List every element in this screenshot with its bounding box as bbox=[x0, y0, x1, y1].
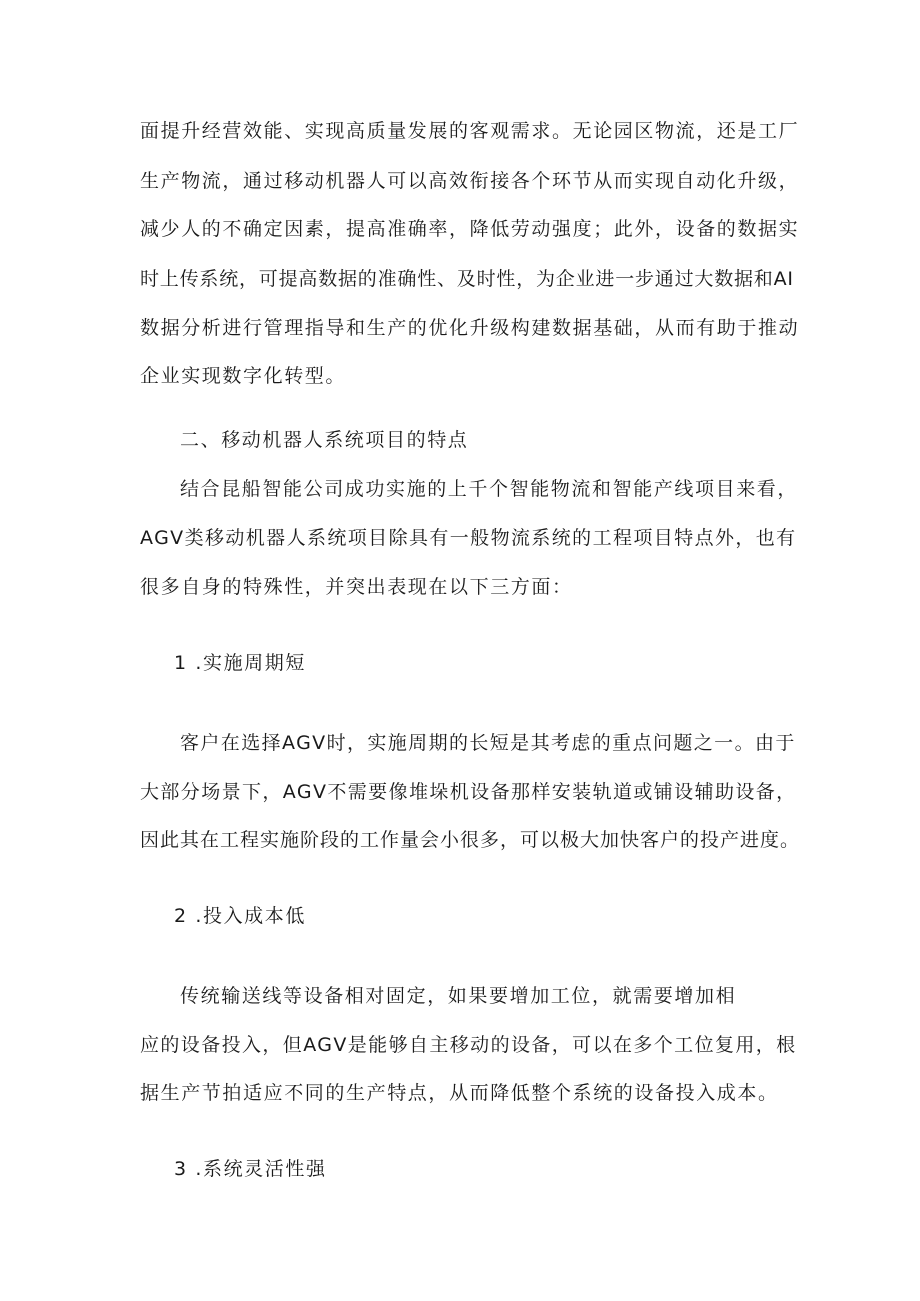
section-heading: 二、移动机器人系统项目的特点 bbox=[180, 429, 469, 451]
paragraph-2-line-1: 结合昆船智能公司成功实施的上千个智能物流和智能产线项目来看， bbox=[180, 478, 799, 500]
paragraph-3-line-2: 大部分场景下，AGV不需要像堆垛机设备那样安装轨道或铺设辅助设备， bbox=[140, 781, 797, 803]
subheading-3: 3 .系统灵活性强 bbox=[174, 1158, 327, 1180]
paragraph-1-line-2: 生产物流，通过移动机器人可以高效衔接各个环节从而实现自动化升级， bbox=[140, 170, 800, 192]
paragraph-4-line-3: 据生产节拍适应不同的生产特点，从而降低整个系统的设备投入成本。 bbox=[140, 1082, 779, 1104]
paragraph-1-line-1: 面提升经营效能、实现高质量发展的客观需求。无论园区物流，还是工厂 bbox=[140, 120, 800, 142]
paragraph-3-line-1: 客户在选择AGV时，实施周期的长短是其考虑的重点问题之一。由于 bbox=[180, 732, 796, 754]
subheading-2: 2 .投入成本低 bbox=[174, 905, 306, 927]
paragraph-4-line-2: 应的设备投入，但AGV是能够自主移动的设备，可以在多个工位复用，根 bbox=[140, 1034, 797, 1056]
paragraph-1-line-4: 时上传系统，可提高数据的准确性、及时性，为企业进一步通过大数据和AI bbox=[140, 268, 794, 290]
paragraph-1-line-5: 数据分析进行管理指导和生产的优化升级构建数据基础，从而有助于推动 bbox=[140, 317, 800, 339]
paragraph-2-line-3: 很多自身的特殊性，并突出表现在以下三方面： bbox=[140, 576, 573, 598]
paragraph-1-line-6: 企业实现数字化转型。 bbox=[140, 365, 347, 387]
paragraph-3-line-3: 因此其在工程实施阶段的工作量会小很多，可以极大加快客户的投产进度。 bbox=[140, 829, 801, 851]
paragraph-4-line-1: 传统输送线等设备相对固定，如果要增加工位，就需要增加相 bbox=[180, 985, 737, 1007]
paragraph-2-line-2: AGV类移动机器人系统项目除具有一般物流系统的工程项目特点外，也有 bbox=[140, 527, 797, 549]
paragraph-1-line-3: 减少人的不确定因素，提高准确率，降低劳动强度；此外，设备的数据实 bbox=[140, 218, 800, 240]
subheading-1: 1 .实施周期短 bbox=[174, 652, 306, 674]
